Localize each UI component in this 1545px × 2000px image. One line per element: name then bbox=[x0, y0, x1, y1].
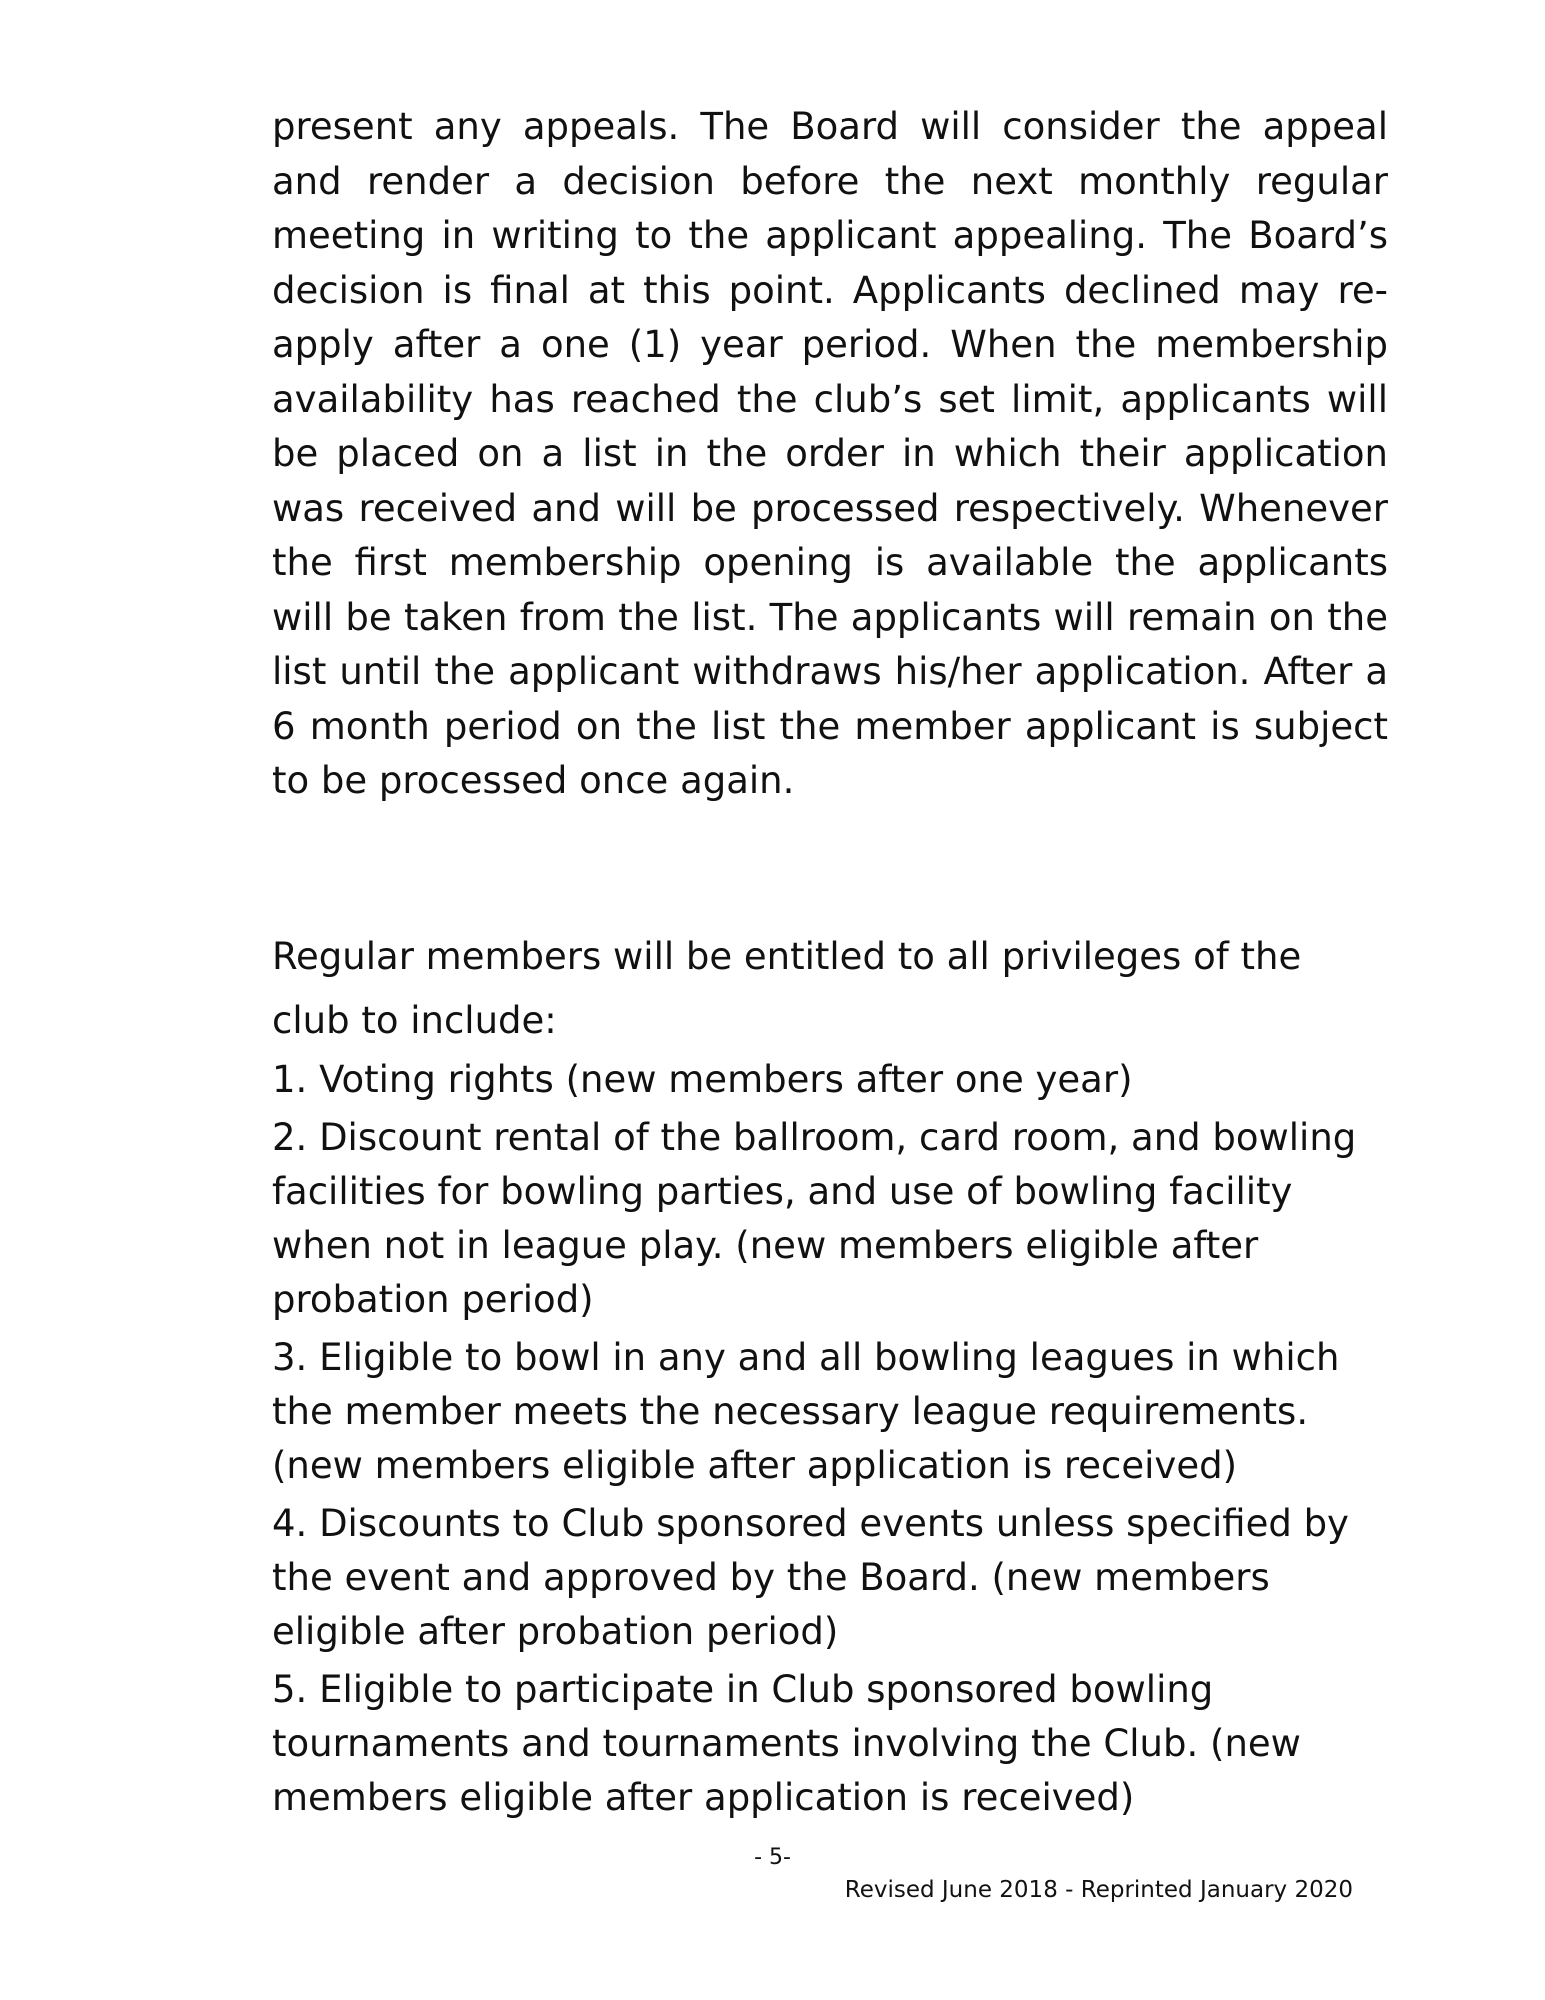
page-number: - 5- bbox=[754, 1845, 791, 1870]
privilege-item: 1. Voting rights (new members after one year) bbox=[272, 1058, 1133, 1101]
privilege-item: 2. Discount rental of the ballroom, card room, and bowling facilities for bowling parties, and use of bowling facility when not in league play. (new members eligible after probation period) bbox=[272, 1116, 1357, 1321]
membership-appeal-paragraph: present any appeals. The Board will consider the appeal and render a decision before the next monthly regular meeting in writing to the applicant appealing. The Board’s decision is final at this point. Applicants declined may re-apply after a one (1) year period. When the membership availability has reached the club’s set limit, applicants will be placed on a list in the order in which their application was received and will be processed respectively. Whenever the first membership opening is available the applicants will be taken from the list. The applicants will remain on the list until the applicant withdraws his/her application. After a 6 month period on the list the member applicant is subject to be processed once again. bbox=[272, 105, 1388, 802]
privileges-list bbox=[272, 1053, 1388, 1825]
privilege-item: 3. Eligible to bowl in any and all bowling leagues in which the member meets the necessary league requirements. (new members eligible after application is received) bbox=[272, 1336, 1340, 1487]
privileges-section bbox=[272, 925, 1388, 1829]
privilege-item: 5. Eligible to participate in Club sponsored bowling tournaments and tournaments involving the Club. (new members eligible after application is received) bbox=[272, 1668, 1301, 1819]
privileges-intro: Regular members will be entitled to all privileges of the club to include: bbox=[272, 935, 1302, 1042]
revision-note: Revised June 2018 - Reprinted January 2020 bbox=[844, 1877, 1353, 1903]
privilege-item: 4. Discounts to Club sponsored events unless specified by the event and approved by the Board. (new members eligible after probation period) bbox=[272, 1502, 1349, 1653]
